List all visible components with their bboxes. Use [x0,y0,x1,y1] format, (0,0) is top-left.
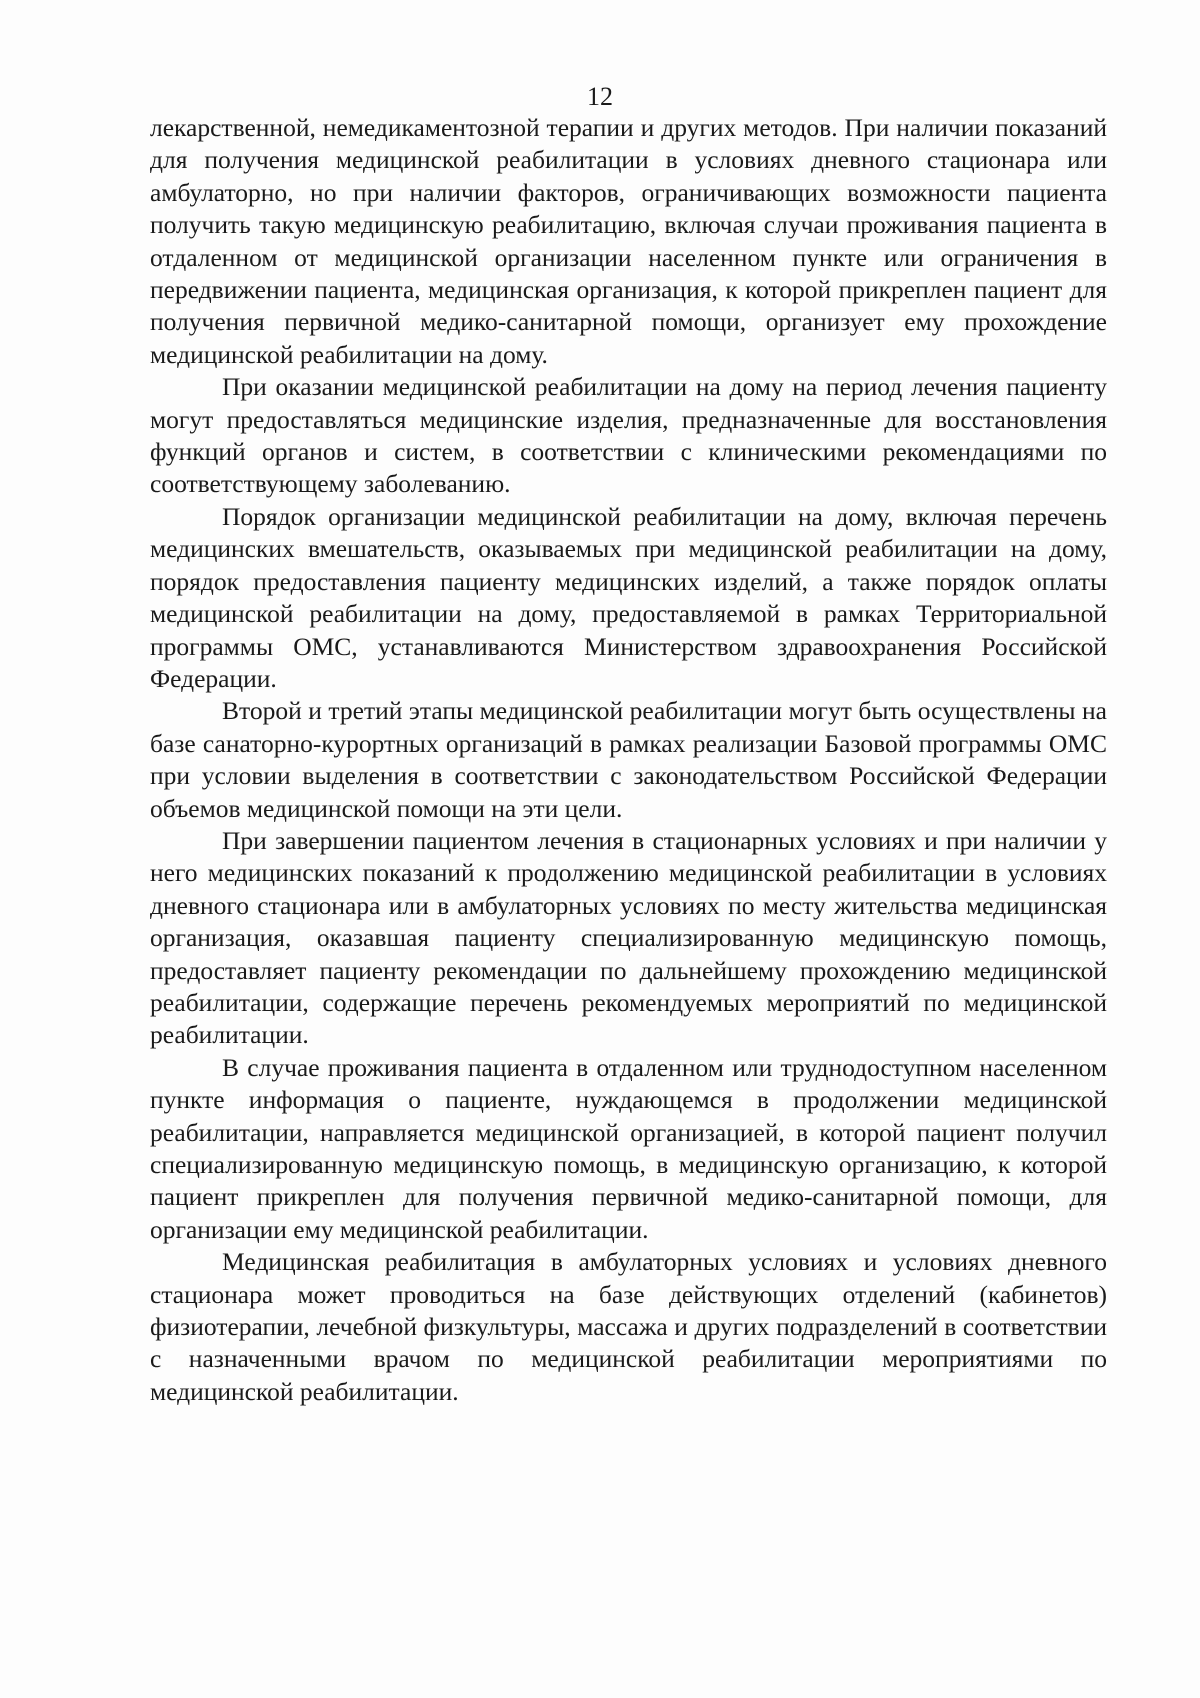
paragraph-continuation: лекарственной, немедикаментозной терапии и других методов. При наличии показаний для получения медицинской реабилитации в условиях дневного стационара или амбулаторно, но при наличии факторов, ограничивающих возможности пациента получить такую медицинскую реабилитацию, включая случаи проживания пациента в отдаленном от медицинской организации населенном пункте или ограничения в передвижении пациента, медицинская организация, к которой прикреплен пациент для получения первичной медико-санитарной помощи, организует ему прохождение медицинской реабилитации на дому. [150,113,1107,369]
paragraph-remote-settlement: В случае проживания пациента в отдаленном или труднодоступном населенном пункте информация о пациенте, нуждающемся в продолжении медицинской реабилитации, направляется медицинской организацией, в которой пациент получил специализированную медицинскую помощь, в медицинскую организацию, к которой пациент прикреплен для получения первичной медико-санитарной помощи, для организации ему медицинской реабилитации. [150,1052,1107,1244]
page-number: 12 [587,82,613,111]
paragraph-sanatorium-stages: Второй и третий этапы медицинской реабилитации могут быть осуществлены на базе санаторно-курортных организаций в рамках реализации Базовой программы ОМС при условии выделения в соответствии с законодательством Российской Федерации объемов медицинской помощи на эти цели. [150,696,1107,823]
paragraph-discharge-recommendations: При завершении пациентом лечения в стационарных условиях и при наличии у него медицинских показаний к продолжению медицинской реабилитации в условиях дневного стационара или в амбулаторных условиях по месту жительства медицинская организация, оказавшая пациенту специализированную медицинскую помощь, предоставляет пациенту рекомендации по дальнейшему прохождению медицинской реабилитации, содержащие перечень рекомендуемых мероприятий по медицинской реабилитации. [150,825,1107,1050]
paragraph-home-devices: При оказании медицинской реабилитации на дому на период лечения пациенту могут предоставляться медицинские изделия, предназначенные для восстановления функций органов и систем, в соответствии с клиническими рекомендациями по соответствующему заболеванию. [150,372,1107,499]
paragraph-outpatient-rehab: Медицинская реабилитация в амбулаторных условиях и условиях дневного стационара может проводиться на базе действующих отделений (кабинетов) физиотерапии, лечебной физкультуры, массажа и других подразделений в соответствии с назначенными врачом по медицинской реабилитации мероприятиями по медицинской реабилитации. [150,1247,1107,1406]
document-body [150,112,1107,1408]
paragraph-home-rehab-procedure: Порядок организации медицинской реабилитации на дому, включая перечень медицинских вмешательств, оказываемых при медицинской реабилитации на дому, порядок предоставления пациенту медицинских изделий, а также порядок оплаты медицинской реабилитации на дому, предоставляемой в рамках Территориальной программы ОМС, устанавливаются Министерством здравоохранения Российской Федерации. [150,501,1107,693]
